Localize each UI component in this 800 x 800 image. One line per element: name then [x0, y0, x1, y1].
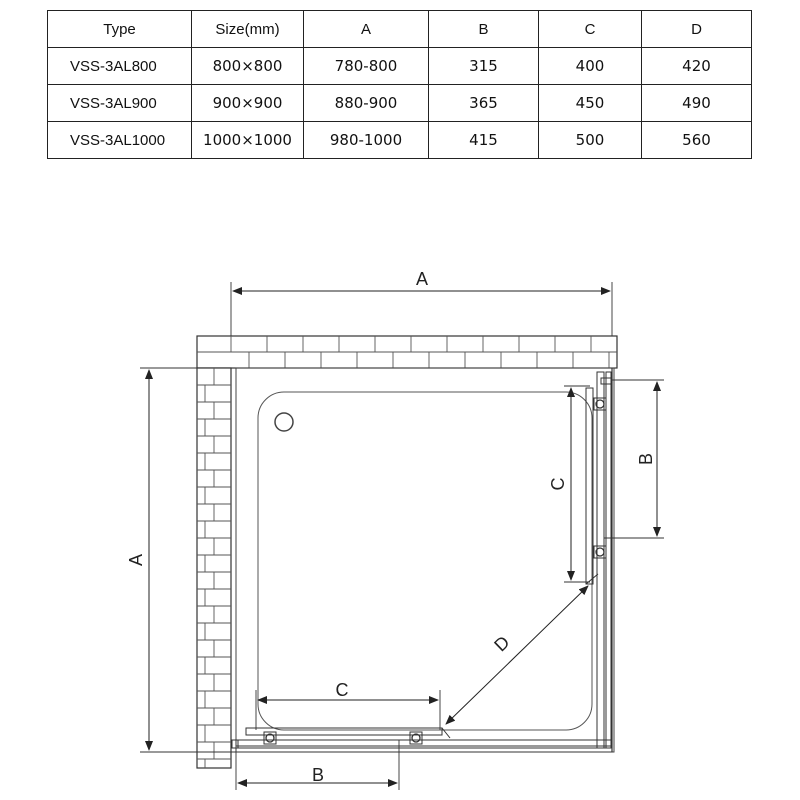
- cell-a: 880-900: [304, 85, 429, 122]
- label-diagonal-d: D: [490, 631, 514, 656]
- right-sliding-door: [586, 388, 606, 584]
- cell-d: 490: [642, 85, 752, 122]
- cell-type: VSS-3AL800: [48, 48, 192, 85]
- right-fixed-panel: [597, 368, 612, 752]
- cell-a: 980-1000: [304, 122, 429, 159]
- header-c: C: [539, 11, 642, 48]
- label-top-a: A: [415, 269, 429, 289]
- label-bottom-b: B: [311, 765, 325, 785]
- cell-c: 500: [539, 122, 642, 159]
- cell-b: 365: [429, 85, 539, 122]
- shower-tray: [236, 368, 614, 752]
- cell-size: 800×800: [192, 48, 304, 85]
- left-brick-wall: [197, 368, 231, 768]
- cell-type: VSS-3AL900: [48, 85, 192, 122]
- label-right-b: B: [636, 452, 656, 466]
- header-size: Size(mm): [192, 11, 304, 48]
- header-b: B: [429, 11, 539, 48]
- cell-b: 415: [429, 122, 539, 159]
- label-left-a: A: [126, 553, 146, 567]
- header-type: Type: [48, 11, 192, 48]
- cell-d: 560: [642, 122, 752, 159]
- cell-b: 315: [429, 48, 539, 85]
- cell-d: 420: [642, 48, 752, 85]
- header-d: D: [642, 11, 752, 48]
- cell-c: 400: [539, 48, 642, 85]
- bottom-sliding-door: [232, 728, 450, 748]
- label-bottom-c: C: [335, 680, 349, 700]
- cell-size: 1000×1000: [192, 122, 304, 159]
- label-right-c: C: [548, 477, 568, 491]
- cell-type: VSS-3AL1000: [48, 122, 192, 159]
- cell-c: 450: [539, 85, 642, 122]
- top-brick-wall: [197, 336, 617, 368]
- header-a: A: [304, 11, 429, 48]
- cell-size: 900×900: [192, 85, 304, 122]
- drain-icon: [275, 413, 293, 431]
- dimension-diagonal-d: [446, 586, 588, 724]
- bottom-fixed-panel: [236, 740, 612, 752]
- cell-a: 780-800: [304, 48, 429, 85]
